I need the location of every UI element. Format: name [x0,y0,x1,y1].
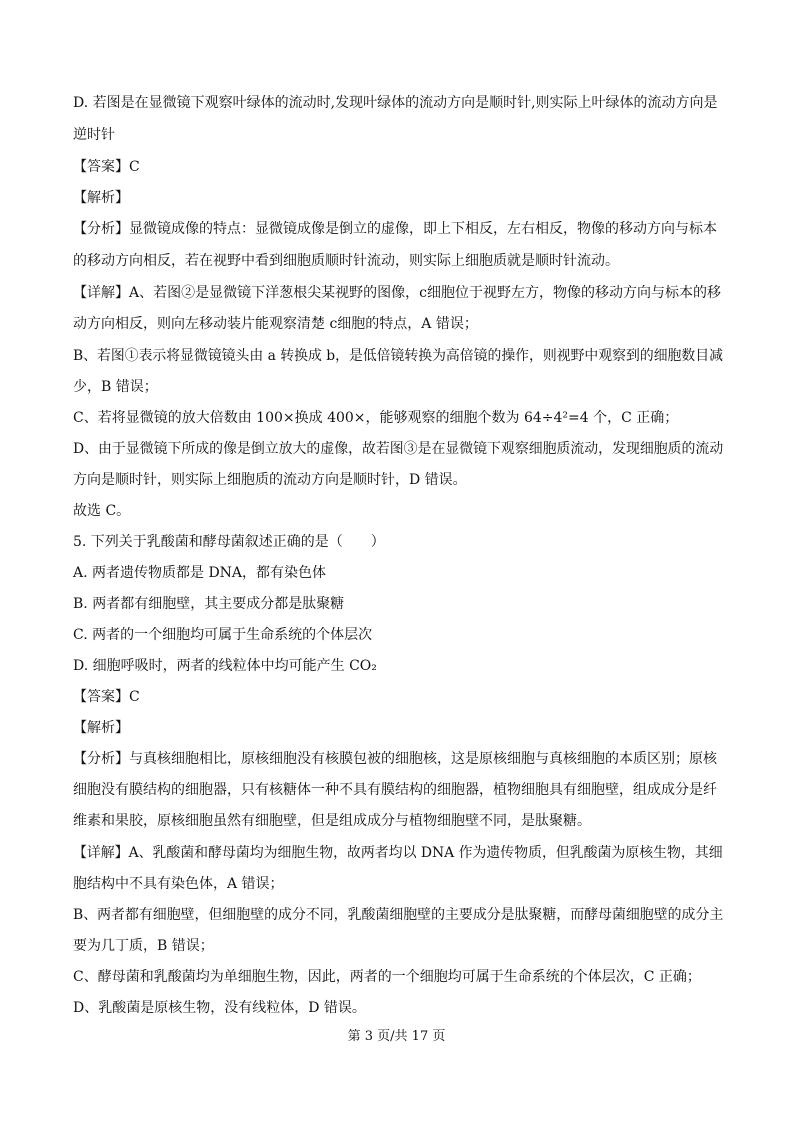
text-line: 少，B 错误； [73,379,158,395]
text-line: 要为几丁质，B 错误； [73,938,214,954]
text-line: 方向是顺时针，则实际上细胞质的流动方向是顺时针，D 错误。 [73,472,467,488]
text-line: B、两者都有细胞壁，但细胞壁的成分不同，乳酸菌细胞壁的主要成分是肽聚糖，而酵母菌细胞壁的成分主 [73,907,724,923]
text-line: 【分析】显微镜成像的特点：显微镜成像是倒立的虚像，即上下相反，左右相反，物像的移动方向与标本 [73,221,717,237]
text-line: B、若图①表示将显微镜镜头由 a 转换成 b，是低倍镜转换为高倍镜的操作，则视野中观察到的细胞数目减 [73,348,723,364]
page-footer: 第 3 页/共 17 页 [347,1029,446,1044]
text-line: C、酵母菌和乳酸菌均为单细胞生物，因此，两者的一个细胞均可属于生命系统的个体层次，C 正确； [73,969,701,985]
text-line: 细胞没有膜结构的细胞器，只有核糖体一种不具有膜结构的细胞器，植物细胞具有细胞壁，组成成分是纤 [73,782,717,798]
option-a: A. 两者遗传物质都是 DNA，都有染色体 [73,565,327,581]
analysis-label: 【解析】 [73,720,129,736]
option-b: B. 两者都有细胞壁，其主要成分都是肽聚糖 [73,596,345,612]
text-line: 故选 C。 [73,503,131,519]
analysis-label: 【解析】 [73,190,129,206]
text-line: 的移动方向相反，若在视野中看到细胞质顺时针流动，则实际上细胞质就是顺时针流动。 [73,253,619,269]
answer-label: 【答案】C [73,689,140,705]
text-line: 【详解】A、乳酸菌和酵母菌均为细胞生物，故两者均以 DNA 作为遗传物质，但乳酸菌为原核生物，其细 [73,845,723,861]
question-stem: 5. 下列关于乳酸菌和酵母菌叙述正确的是（ ） [73,534,385,550]
option-c: C. 两者的一个细胞均可属于生命系统的个体层次 [73,627,373,643]
text-line: D、由于显微镜下所成的像是倒立放大的虚像，故若图③是在显微镜下观察细胞质流动，发现细胞质的流动 [73,441,724,457]
text-line: 维素和果胶，原核细胞虽然有细胞壁，但是组成成分与植物细胞壁不同，是肽聚糖。 [73,813,591,829]
text-line: 胞结构中不具有染色体，A 错误； [73,876,284,892]
text-line: 逆时针 [73,127,115,143]
text-line: C、若将显微镜的放大倍数由 100×换成 400×，能够观察的细胞个数为 64÷4²=4 个，C 正确； [73,410,679,426]
option-d: D. 细胞呼吸时，两者的线粒体中均可能产生 CO₂ [73,658,377,674]
text-line: 动方向相反，则向左移动装片能观察清楚 c细胞的特点，A 错误； [73,316,478,332]
text-line: 【详解】A、若图②是显微镜下洋葱根尖某视野的图像，c细胞位于视野左方，物像的移动方向与标本的移 [73,285,721,301]
text-line: D、乳酸菌是原核生物，没有线粒体，D 错误。 [73,1000,366,1016]
answer-label: 【答案】C [73,159,140,175]
text-line: 【分析】与真核细胞相比，原核细胞没有核膜包被的细胞核，这是原核细胞与真核细胞的本质区别；原核 [73,751,717,767]
text-line: D. 若图是在显微镜下观察叶绿体的流动时,发现叶绿体的流动方向是顺时针,则实际上叶绿体的流动方向是 [73,95,718,111]
